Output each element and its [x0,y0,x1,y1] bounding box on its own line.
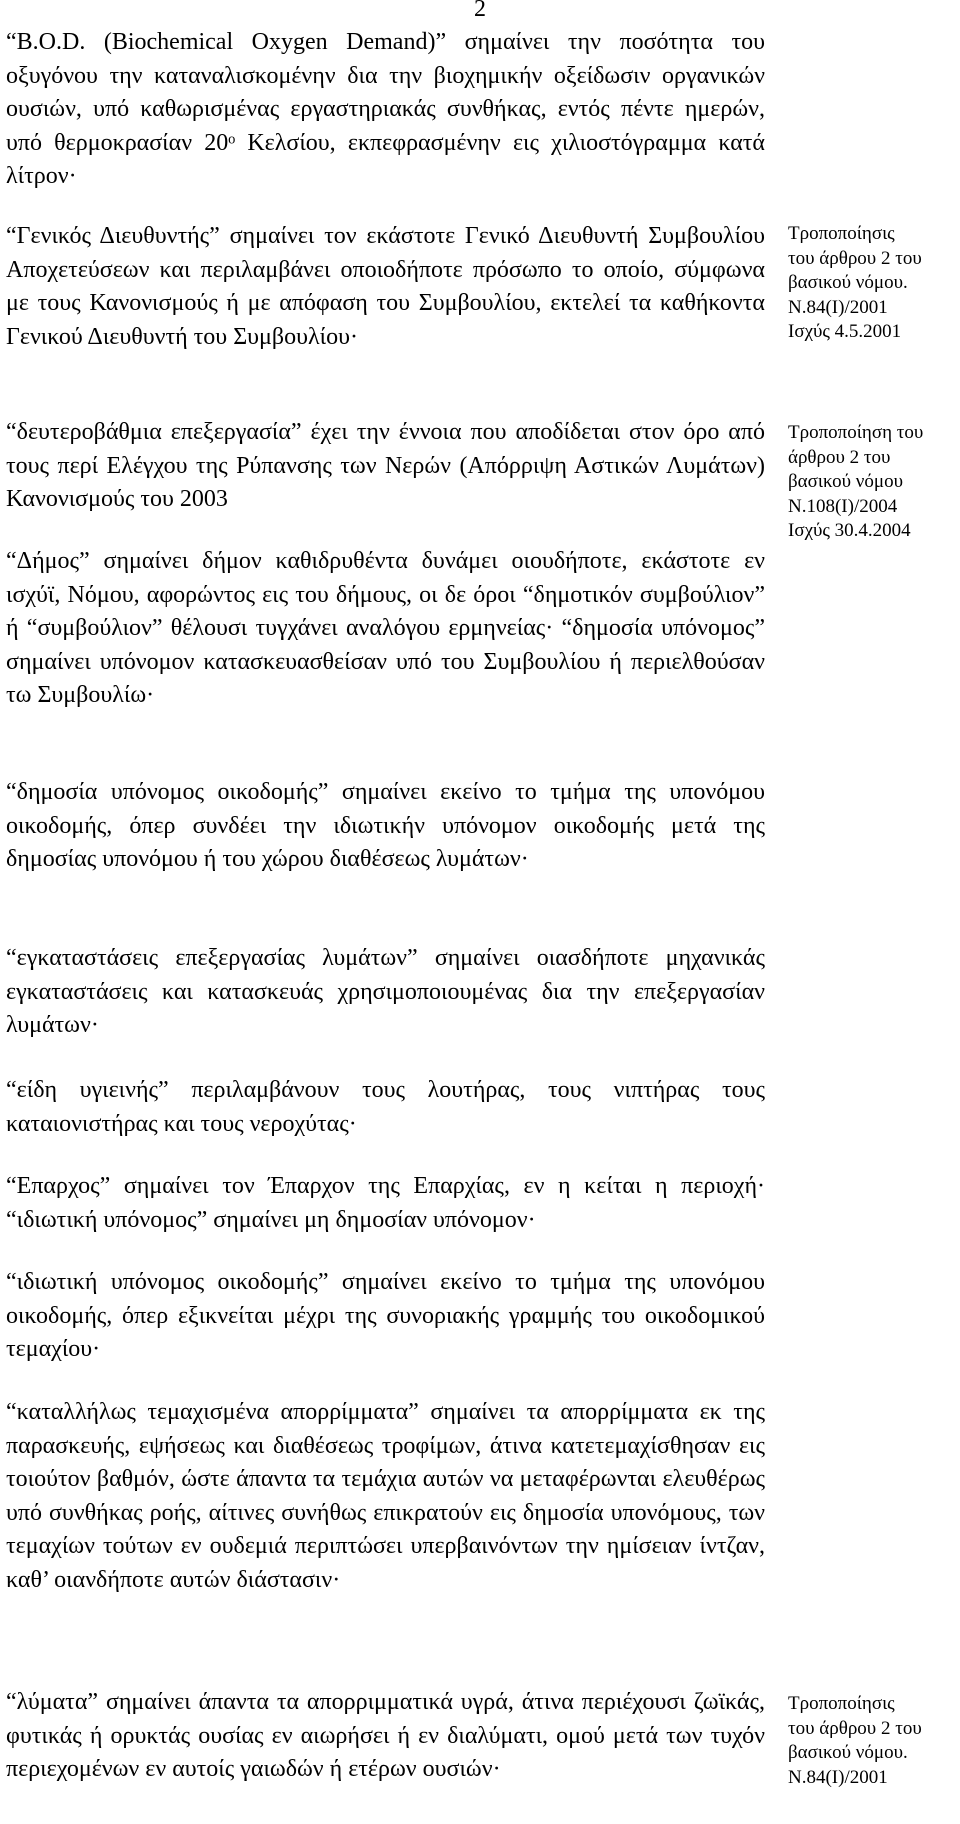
side-note-line: Ν.84(Ι)/2001 [788,296,888,318]
definition-municipality: “Δήμος” σημαίνει δήμον καθιδρυθέντα δυνάμει οιουδήποτε, εκάστοτε εν ισχύϊ, Νόμου, αφορώντος εις του δήμους, οι δε όροι “δημοτικόν συμβούλιον” ή “συμβούλιον” θέλουσι τυγχάνει αναλόγου ερμηνείας· “δημοσία υπόνομος” σημαίνει υπόνομον κατασκευασθείσαν υπό του Συμβουλίου ή περιελθούσαν τω Συμβουλίω· [6,548,765,709]
side-note-amendment-2001 [788,222,956,345]
side-note-line: Τροποποίησις [788,1693,895,1714]
definition-bod: “B.O.D. (Biochemical Oxygen Demand)” σημαίνει την ποσότητα του οξυγόνου την καταναλισκομένην δια την βιοχημικήν οξείδωσιν οργανικών ουσιών, υπό καθωρισμένας εργαστηριακάς συνθήκας, εντός πέντε ημερών, υπό θερμοκρασίαν 20ᵒ Κελσίου, εκπεφρασμένην εις χιλιοστόγραμμα κατά λίτρον· [6,29,765,190]
side-note-line: βασικού νόμου [788,471,903,492]
side-note-line: άρθρου 2 του [788,446,891,468]
definition-sanitary-fixtures: “είδη υγιεινής” περιλαμβάνουν τους λουτήρας, τους νιπτήρας τους καταιονιστήρας και τους νεροχύτας· [6,1077,765,1137]
side-note-line: Ν.108(Ι)/2004 [788,495,898,517]
definition-treatment-plants: “εγκαταστάσεις επεξεργασίας λυμάτων” σημαίνει οιασδήποτε μηχανικάς εγκαταστάσεις και κατασκευάς χρησιμοποιουμένας δια την επεξεργασίαν λυμάτων· [6,945,765,1039]
definition-secondary-treatment: “δευτεροβάθμια επεξεργασία” έχει την έννοια που αποδίδεται στον όρο από τους περί Ελέγχου της Ρύπανσης των Νερών (Απόρριψη Αστικών Λυμάτων) Κανονισμούς του 2003 [6,419,765,513]
page-number: 2 [474,0,486,22]
side-note-line: βασικού νόμου. [788,272,908,293]
side-note-amendment-2004 [788,421,956,544]
definition-public-building-sewer: “δημοσία υπόνομος οικοδομής” σημαίνει εκείνο το τμήμα της υπονόμου οικοδομής, όπερ συνδέει την ιδιωτικήν υπόνομον οικοδομής μετά της δημοσίας υπονόμου ή του χώρου διαθέσεως λυμάτων· [6,779,765,873]
definition-shredded-garbage: “καταλλήλως τεμαχισμένα απορρίμματα” σημαίνει τα απορρίμματα εκ της παρασκευής, εψήσεως και διαθέσεως τροφίμων, άτινα κατετεμαχίσθησαν εις τοιούτον βαθμόν, ώστε άπαντα τα τεμάχια αυτών να μεταφέρωνται ελευθέρως υπό συνθήκας ροής, αίτινες συνήθως επικρατούν εις δημοσία υπονόμους, των τεμαχίων τούτων εν ουδεμιά περιπτώσει υπερβαινόντων την ημίσειαν ίντζαν, καθ’ οιανδήποτε αυτών διάστασιν· [6,1399,765,1593]
side-note-line: Τροποποίηση του [788,422,924,443]
side-note-line: του άρθρου 2 του [788,1717,922,1739]
definition-general-director: “Γενικός Διευθυντής” σημαίνει τον εκάστοτε Γενικό Διευθυντή Συμβουλίου Αποχετεύσεων και περιλαμβάνει οποιοδήποτε πρόσωπο το οποίο, σύμφωνα με τους Κανονισμούς ή με απόφαση του Συμβουλίου, εκτελεί τα καθήκοντα Γενικού Διευθυντή του Συμβουλίου· [6,223,765,350]
side-note-line: βασικού νόμου. [788,1742,908,1763]
definition-sewage: “λύματα” σημαίνει άπαντα τα απορριμματικά υγρά, άτινα περιέχουσι ζωϊκάς, φυτικάς ή ορυκτάς ουσίας εν αιωρήσει ή εν διαλύματι, ομού μετά των τυχόν περιεχομένων εν αυτοίς γαιωδών ή ετέρων ουσιών· [6,1689,765,1783]
definition-district-officer: “Επαρχος” σημαίνει τον Έπαρχον της Επαρχίας, εν η κείται η περιοχή· “ιδιωτική υπόνομος” σημαίνει μη δημοσίαν υπόνομον· [6,1173,765,1233]
side-note-line: Ισχύς 4.5.2001 [788,321,902,342]
side-note-line: Τροποποίησις [788,223,895,244]
side-note-line: Ν.84(Ι)/2001 [788,1766,888,1788]
side-note-line: του άρθρου 2 του [788,247,922,269]
side-note-amendment-2001-b [788,1692,956,1790]
side-note-line: Ισχύς 30.4.2004 [788,520,911,541]
definition-private-building-sewer: “ιδιωτική υπόνομος οικοδομής” σημαίνει εκείνο το τμήμα της υπονόμου οικοδομής, όπερ εξικνείται μέχρι της συνοριακής γραμμής του οικοδομικού τεμαχίου· [6,1269,765,1363]
